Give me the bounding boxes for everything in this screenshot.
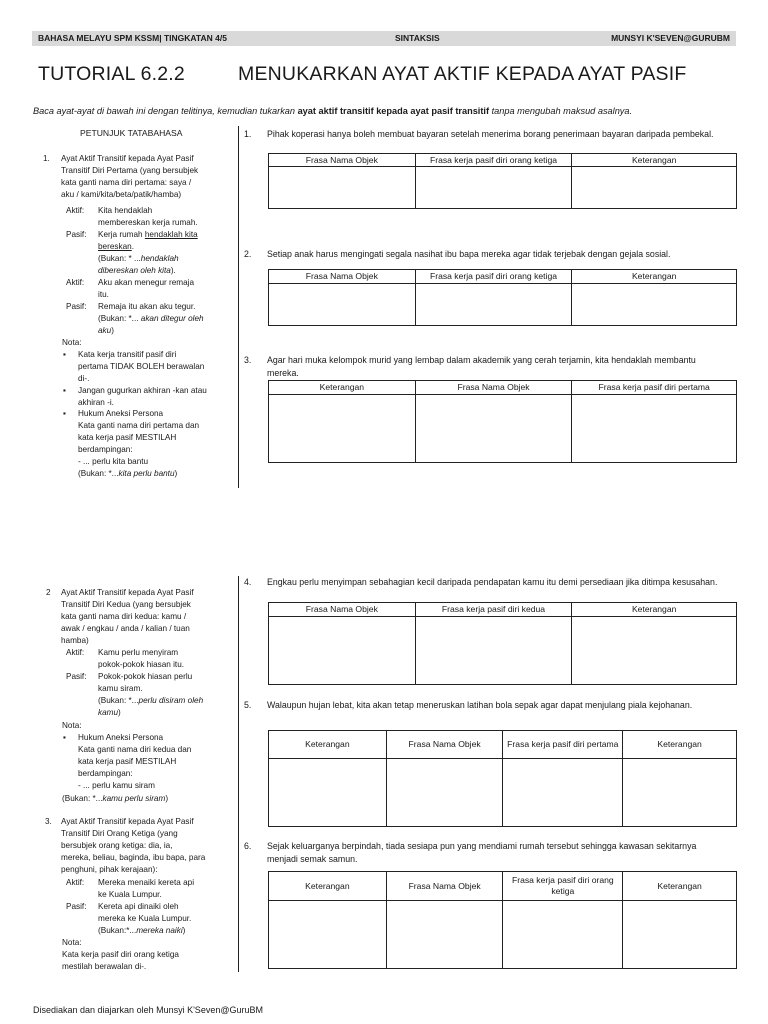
grammar-notes-1: Nota: ▪ Kata kerja transitif pasif diri pertama TIDAK BOLEH berawalan di-. ▪ Jangan gugurkan akhiran -kan atau akhiran -i. ▪ Hukum Aneksi Persona Kata ganti nama diri pertama dan kata kerja pasif MESTILAH berdampingan: - ... perlu kita bantu (Bukan: *...kita perlu bantu) [62, 338, 207, 478]
header-topic: SINTAKSIS [395, 33, 440, 43]
tutorial-code: TUTORIAL 6.2.2 [38, 63, 185, 85]
answer-table-6: Keterangan Frasa Nama Objek Frasa kerja pasif diri orang ketiga Keterangan [268, 871, 737, 969]
answer-cell[interactable] [269, 167, 416, 209]
bullet-icon: ▪ [63, 349, 66, 359]
footer-credit: Disediakan dan diajarkan oleh Munsyi K'Seven@GuruBM [33, 1005, 263, 1015]
answer-cell[interactable] [572, 617, 737, 685]
page-title: MENUKARKAN AYAT AKTIF KEPADA AYAT PASIF [238, 63, 687, 85]
answer-cell[interactable] [572, 167, 737, 209]
answer-cell[interactable] [415, 617, 572, 685]
answer-cell[interactable] [269, 395, 416, 463]
answer-cell[interactable] [503, 759, 623, 827]
instruction: Baca ayat-ayat di bawah ini dengan telitinya, kemudian tukarkan ayat aktif transitif kepada ayat pasif transitif tanpa mengubah maksud asalnya. [33, 106, 633, 116]
answer-cell[interactable] [415, 395, 572, 463]
answer-cell[interactable] [503, 901, 623, 969]
grammar-notes-2-bukan: (Bukan: *...kamu perlu siram) [62, 794, 169, 803]
answer-cell[interactable] [572, 284, 737, 326]
answer-cell[interactable] [269, 759, 387, 827]
answer-cell[interactable] [415, 167, 572, 209]
grammar-heading: PETUNJUK TATABAHASA [80, 128, 183, 138]
answer-cell[interactable] [386, 759, 503, 827]
answer-cell[interactable] [269, 617, 416, 685]
bullet-icon: ▪ [63, 385, 66, 395]
bullet-icon: ▪ [63, 732, 66, 742]
header-subject: BAHASA MELAYU SPM KSSM| TINGKATAN 4/5 [38, 33, 227, 43]
answer-table-1: Frasa Nama Objek Frasa kerja pasif diri orang ketiga Keterangan [268, 153, 737, 209]
answer-table-2: Frasa Nama Objek Frasa kerja pasif diri orang ketiga Keterangan [268, 269, 737, 326]
answer-table-4: Frasa Nama Objek Frasa kerja pasif diri kedua Keterangan [268, 602, 737, 685]
grammar-notes-3: Nota: Kata kerja pasif diri orang ketiga mestilah berawalan di-. [62, 938, 179, 971]
bullet-icon: ▪ [63, 409, 66, 419]
answer-cell[interactable] [386, 901, 503, 969]
grammar-notes-2: Nota: ▪ Hukum Aneksi Persona Kata ganti nama diri kedua dan kata kerja pasif MESTILAH berdampingan: - ... perlu kamu siram [62, 721, 192, 790]
answer-cell[interactable] [269, 284, 416, 326]
answer-cell[interactable] [623, 759, 737, 827]
answer-cell[interactable] [623, 901, 737, 969]
answer-table-5: Keterangan Frasa Nama Objek Frasa kerja pasif diri pertama Keterangan [268, 730, 737, 827]
answer-cell[interactable] [269, 901, 387, 969]
header-author: MUNSYI K'SEVEN@GURUBM [611, 33, 730, 43]
answer-table-3: Keterangan Frasa Nama Objek Frasa kerja pasif diri pertama [268, 380, 737, 463]
header-bar [32, 31, 736, 46]
answer-cell[interactable] [572, 395, 737, 463]
answer-cell[interactable] [415, 284, 572, 326]
